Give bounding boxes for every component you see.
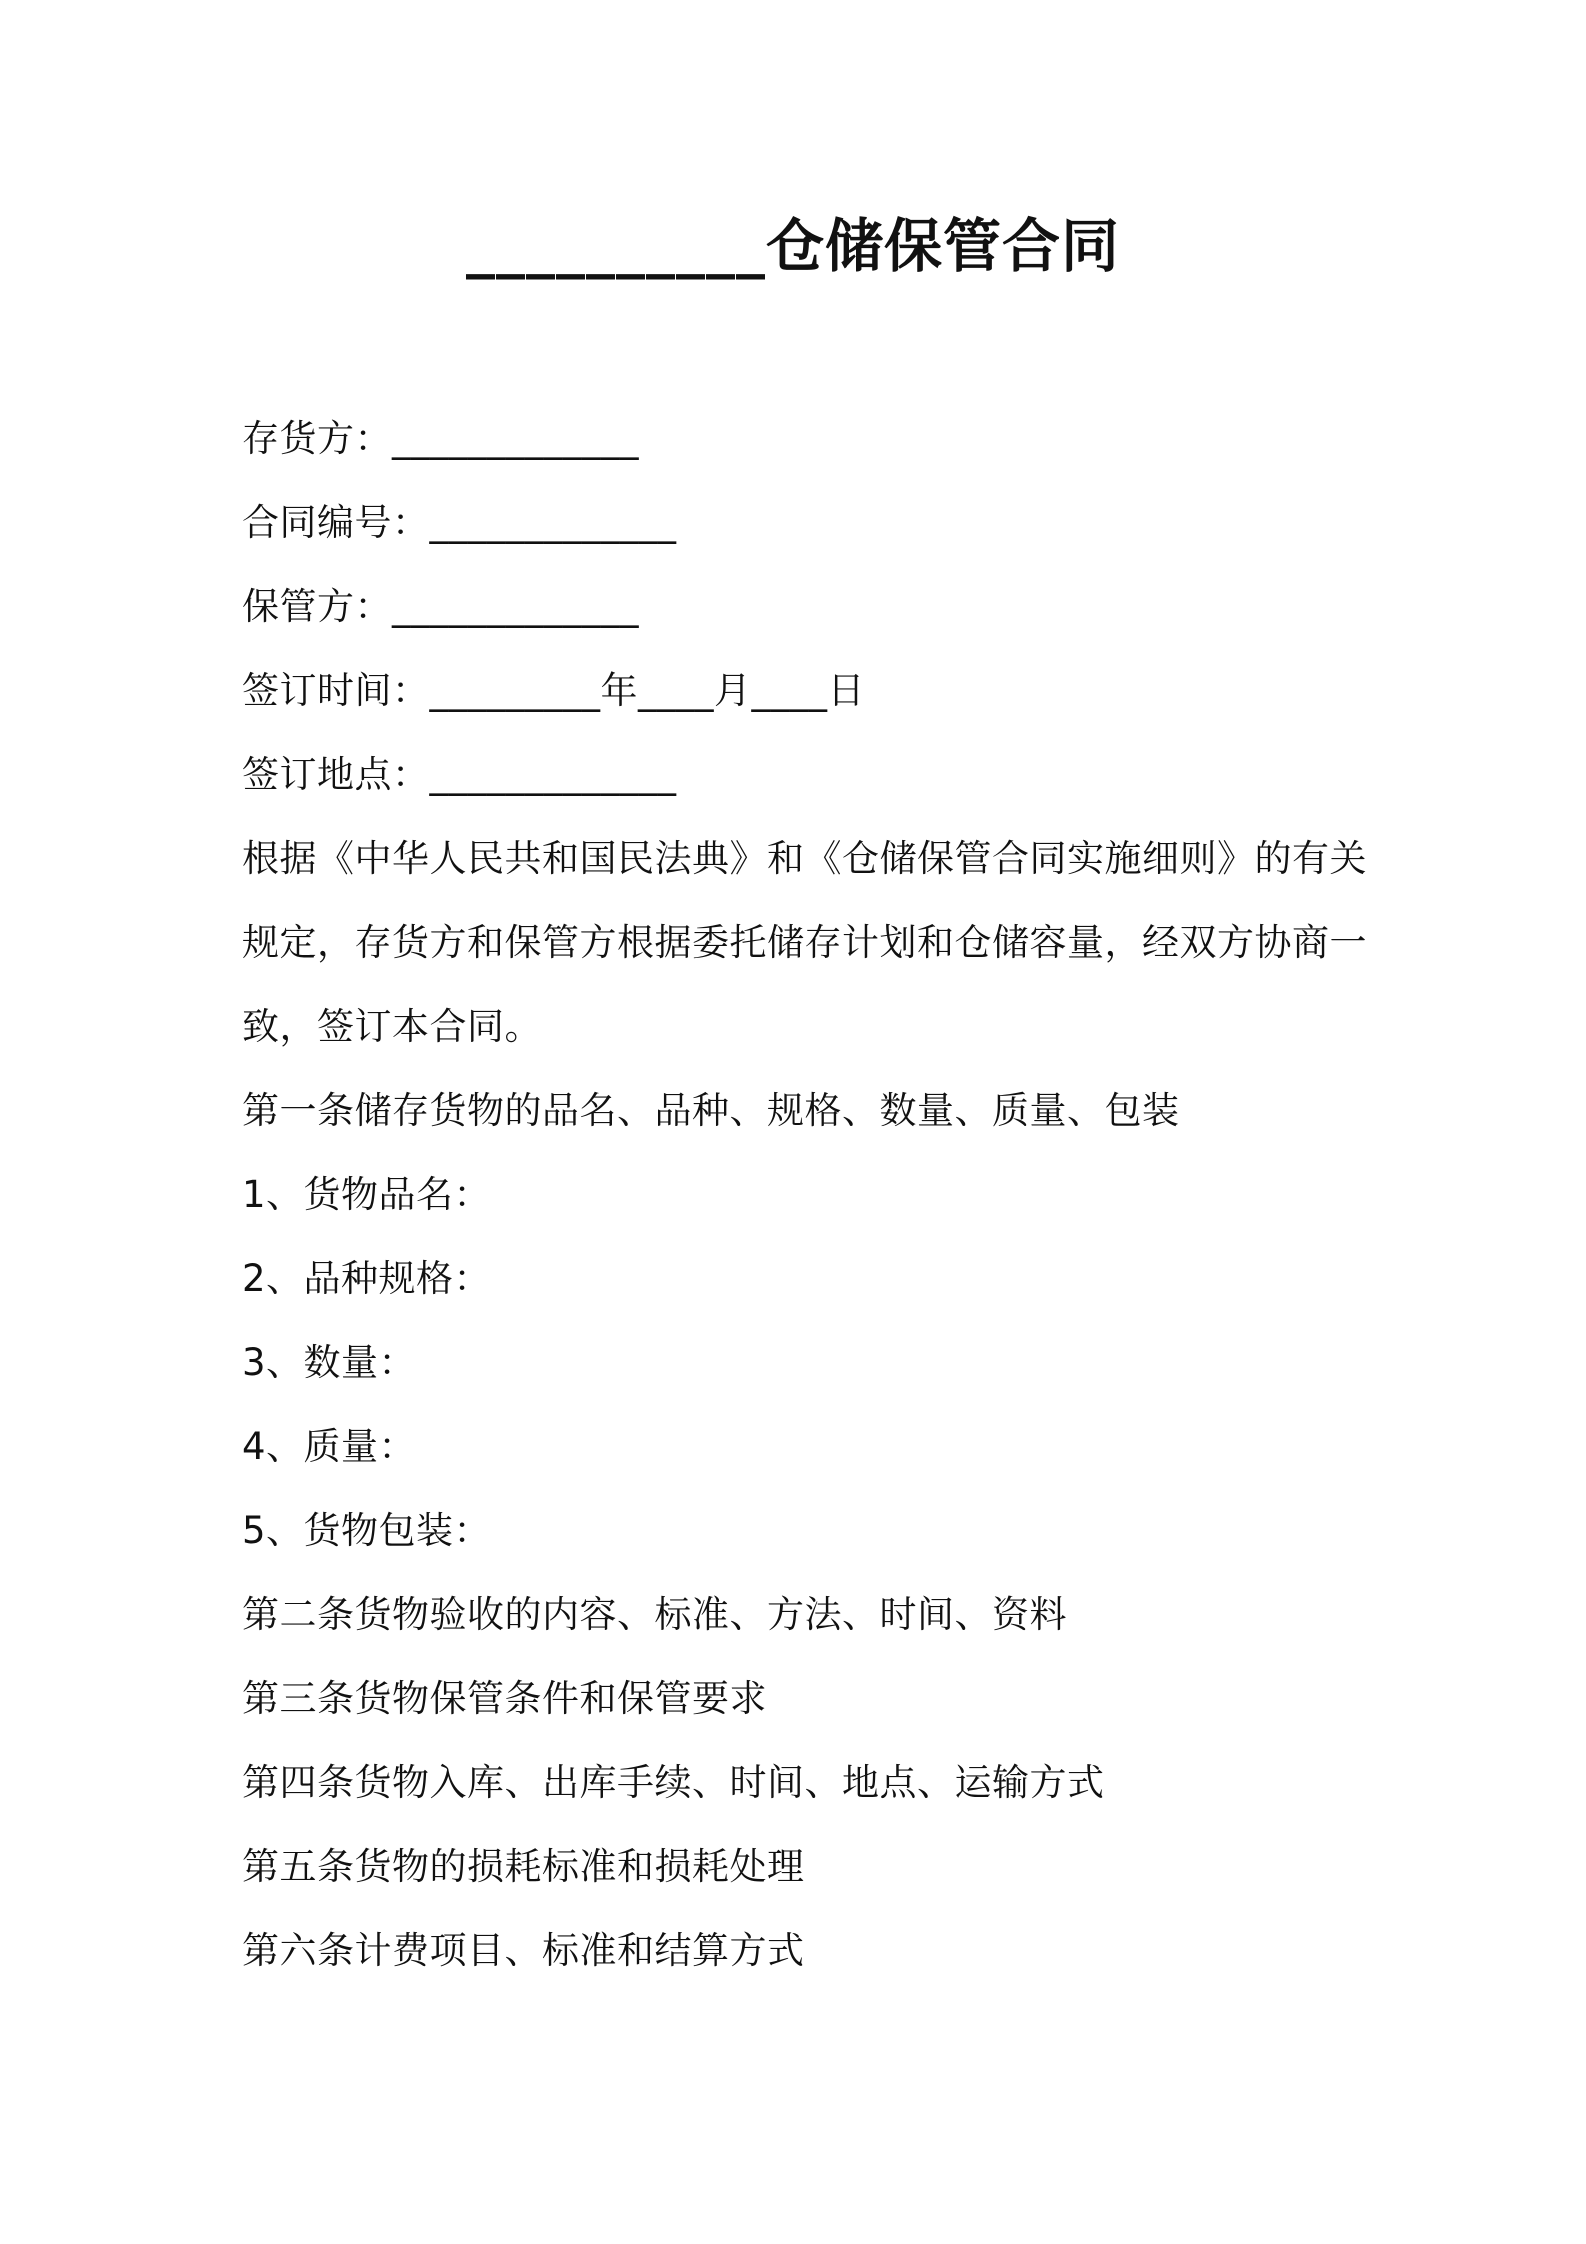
field-sign-place: 签订地点：_____________ (242, 753, 677, 796)
field-contract-no: 合同编号：_____________ (242, 501, 677, 544)
article-1-item: 3、数量： (242, 1341, 417, 1384)
article-5-heading: 第五条货物的损耗标准和损耗处理 (242, 1845, 805, 1888)
article-1-item: 1、货物品名： (242, 1173, 492, 1216)
document-title: __________仓储保管合同 (465, 212, 1120, 280)
preamble-paragraph (242, 834, 1367, 1086)
preamble-line: 根据《中华人民共和国民法典》和《仓储保管合同实施细则》的有关 (242, 837, 1367, 880)
article-4-heading: 第四条货物入库、出库手续、时间、地点、运输方式 (242, 1761, 1105, 1804)
article-1-item: 2、品种规格： (242, 1257, 492, 1300)
article-1-item: 4、质量： (242, 1425, 417, 1468)
article-6-heading: 第六条计费项目、标准和结算方式 (242, 1929, 805, 1972)
field-custodian: 保管方：_____________ (242, 585, 639, 628)
preamble-line: 规定，存货方和保管方根据委托储存计划和仓储容量，经双方协商一 (242, 921, 1367, 964)
article-3-heading: 第三条货物保管条件和保管要求 (242, 1677, 767, 1720)
preamble-line: 致，签订本合同。 (242, 1005, 542, 1048)
article-1-item: 5、货物包装： (242, 1509, 492, 1552)
field-sign-date: 签订时间：_________年____月____日 (242, 669, 865, 712)
article-2-heading: 第二条货物验收的内容、标准、方法、时间、资料 (242, 1593, 1067, 1636)
article-1-heading: 第一条储存货物的品名、品种、规格、数量、质量、包装 (242, 1089, 1180, 1132)
field-depositor: 存货方：_____________ (242, 417, 639, 460)
